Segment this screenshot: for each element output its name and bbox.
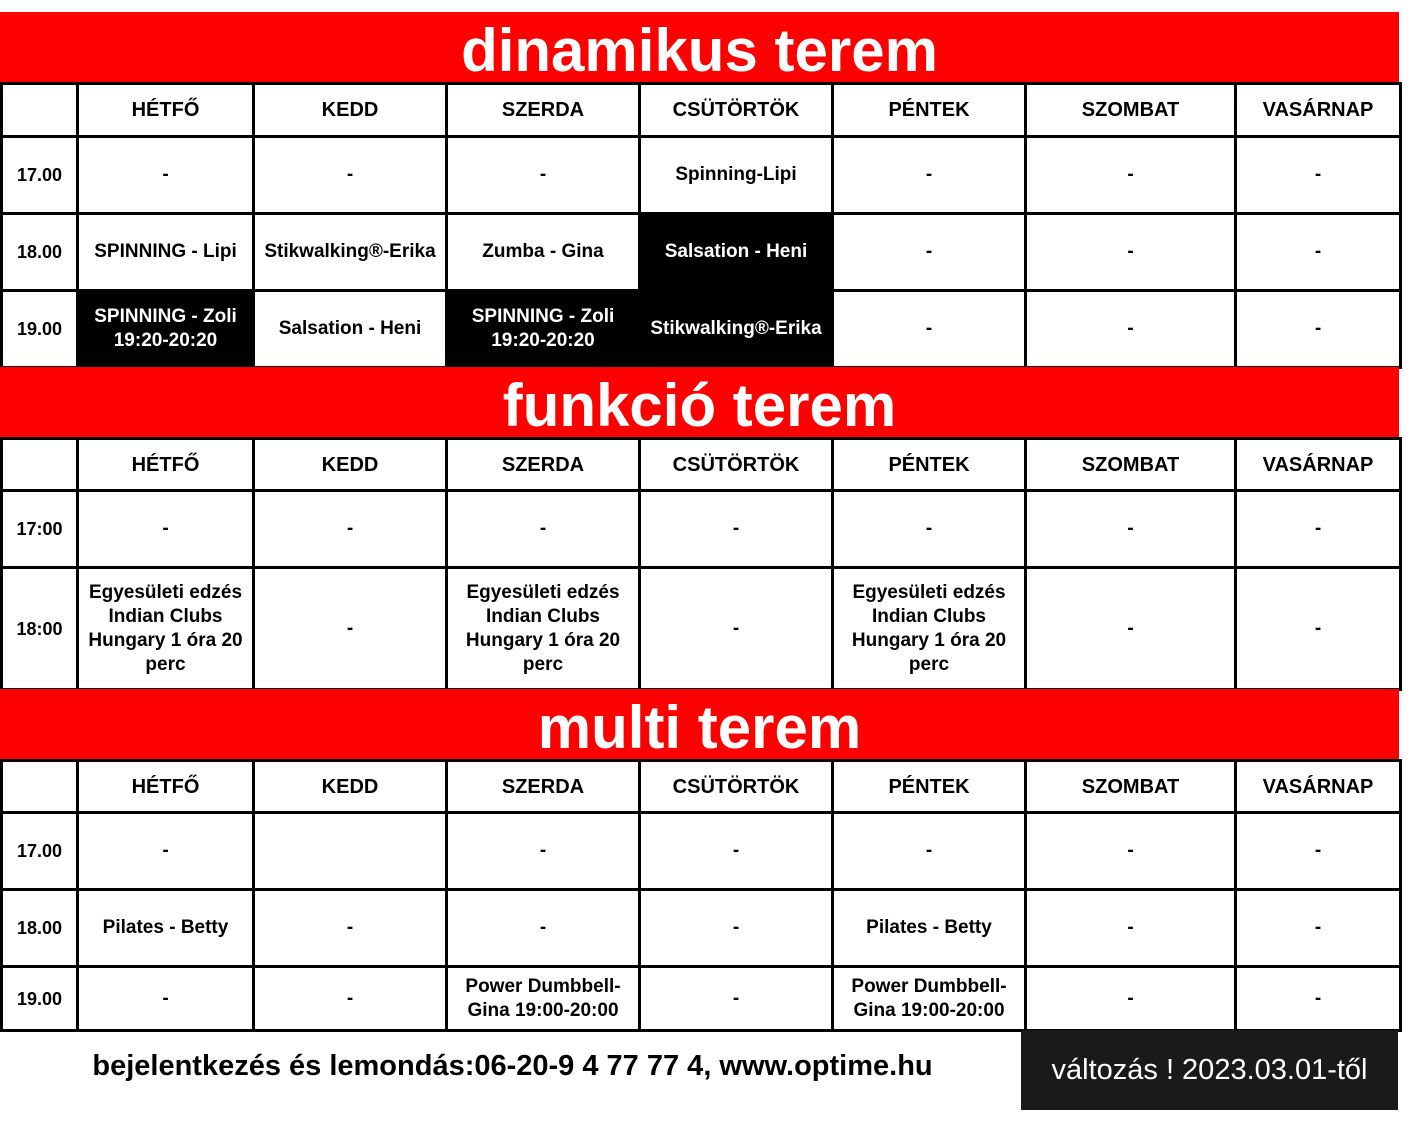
corner-cell xyxy=(2,439,78,491)
class-text: - xyxy=(1314,241,1322,262)
corner-cell xyxy=(2,84,78,137)
day-header: VASÁRNAP xyxy=(1236,439,1401,491)
class-cell xyxy=(1236,137,1401,214)
class-text: Pilates - Betty xyxy=(866,917,992,938)
class-cell xyxy=(1026,491,1236,568)
class-cell xyxy=(833,214,1026,291)
class-cell xyxy=(447,491,640,568)
class-cell xyxy=(640,967,833,1031)
class-cell xyxy=(1236,890,1401,967)
class-text: - xyxy=(1314,617,1322,639)
class-text: Hungary 1 óra 20 xyxy=(465,629,621,651)
class-text: Salsation - Heni xyxy=(664,241,808,262)
class-cell xyxy=(833,568,1026,690)
class-cell xyxy=(833,291,1026,368)
time-cell: 18:00 xyxy=(2,568,78,690)
class-text: Zumba - Gina xyxy=(482,241,604,262)
schedule-table xyxy=(0,82,1402,369)
class-text: - xyxy=(1127,164,1134,185)
class-cell xyxy=(1236,214,1401,291)
section-title-band xyxy=(0,689,1399,759)
class-text: perc xyxy=(522,653,564,675)
class-cell xyxy=(1026,967,1236,1031)
class-cell xyxy=(78,813,254,890)
class-text: 19:20-20:20 xyxy=(491,330,595,351)
class-text: - xyxy=(162,987,169,1009)
day-header: VASÁRNAP xyxy=(1236,761,1401,813)
day-header: HÉTFŐ xyxy=(78,84,254,137)
time-cell: 18.00 xyxy=(2,214,78,291)
day-header: SZOMBAT xyxy=(1026,761,1236,813)
class-text: - xyxy=(1314,987,1322,1009)
class-text: Power Dumbbell- xyxy=(465,975,621,997)
class-text: - xyxy=(925,318,933,339)
class-cell xyxy=(1236,568,1401,690)
header-row xyxy=(2,84,1401,137)
day-header: SZERDA xyxy=(447,761,640,813)
class-text: Indian Clubs xyxy=(486,605,600,627)
class-text: Salsation - Heni xyxy=(278,318,422,339)
class-text: perc xyxy=(145,653,186,675)
class-text: - xyxy=(539,917,547,938)
class-cell xyxy=(1026,137,1236,214)
class-text: - xyxy=(732,617,740,639)
corner-cell xyxy=(2,761,78,813)
class-text: Egyesületi edzés xyxy=(88,581,243,603)
class-text: Indian Clubs xyxy=(108,605,223,627)
class-text: SPINNING - Zoli xyxy=(471,306,615,327)
class-text: - xyxy=(732,917,740,938)
class-text: - xyxy=(1314,518,1322,539)
class-cell xyxy=(833,137,1026,214)
time-row xyxy=(2,568,1401,690)
class-cell xyxy=(254,890,447,967)
class-cell xyxy=(447,890,640,967)
class-cell xyxy=(640,813,833,890)
time-cell: 19.00 xyxy=(2,967,78,1031)
class-text: Hungary 1 óra 20 xyxy=(88,629,243,651)
day-header: SZERDA xyxy=(447,439,640,491)
day-header: SZOMBAT xyxy=(1026,84,1236,137)
class-text: - xyxy=(1127,241,1134,262)
class-text: - xyxy=(732,518,740,539)
class-text: Egyesületi edzés xyxy=(852,581,1006,603)
class-cell xyxy=(833,491,1026,568)
class-cell xyxy=(1026,568,1236,690)
class-text: SPINNING - Lipi xyxy=(94,241,237,262)
class-cell xyxy=(640,491,833,568)
section-title: dinamikus terem xyxy=(461,17,938,84)
class-text: - xyxy=(346,917,354,938)
class-text: - xyxy=(1314,164,1322,185)
time-row xyxy=(2,813,1401,890)
class-cell xyxy=(640,890,833,967)
day-header: SZERDA xyxy=(447,84,640,137)
class-cell xyxy=(640,137,833,214)
class-cell xyxy=(833,967,1026,1031)
time-cell: 17.00 xyxy=(2,813,78,890)
section-title: multi terem xyxy=(537,694,862,761)
class-cell xyxy=(78,291,254,368)
class-text: - xyxy=(1314,840,1322,861)
time-row xyxy=(2,967,1401,1031)
class-text: - xyxy=(1314,917,1322,938)
class-text: - xyxy=(1127,518,1134,539)
class-cell xyxy=(254,813,447,890)
class-text: - xyxy=(732,840,740,861)
class-cell xyxy=(254,491,447,568)
class-cell xyxy=(78,967,254,1031)
class-text: - xyxy=(1127,987,1134,1009)
class-text: - xyxy=(925,164,933,185)
class-text: Egyesületi edzés xyxy=(466,581,620,603)
class-cell xyxy=(833,890,1026,967)
header-row xyxy=(2,761,1401,813)
class-cell xyxy=(78,890,254,967)
time-cell: 19.00 xyxy=(2,291,78,368)
class-cell xyxy=(640,214,833,291)
time-cell: 17.00 xyxy=(2,137,78,214)
day-header: CSÜTÖRTÖK xyxy=(640,439,833,491)
day-header: CSÜTÖRTÖK xyxy=(640,84,833,137)
class-text: - xyxy=(539,840,547,861)
time-row xyxy=(2,137,1401,214)
class-text: 19:20-20:20 xyxy=(113,330,218,351)
class-text: - xyxy=(346,987,354,1009)
class-cell xyxy=(254,137,447,214)
header-row xyxy=(2,439,1401,491)
day-header: PÉNTEK xyxy=(833,761,1026,813)
class-cell xyxy=(1236,813,1401,890)
class-text: - xyxy=(925,840,933,861)
class-text: - xyxy=(346,617,354,639)
class-text: Spinning-Lipi xyxy=(675,164,797,185)
class-text: - xyxy=(732,987,740,1009)
class-cell xyxy=(1236,291,1401,368)
class-text: - xyxy=(346,164,354,185)
day-header: HÉTFŐ xyxy=(78,761,254,813)
class-text: - xyxy=(1314,318,1322,339)
class-cell xyxy=(447,568,640,690)
time-row xyxy=(2,214,1401,291)
time-cell: 17:00 xyxy=(2,491,78,568)
class-cell xyxy=(78,491,254,568)
class-cell xyxy=(254,967,447,1031)
class-text: - xyxy=(162,518,169,539)
day-header: PÉNTEK xyxy=(833,439,1026,491)
class-cell xyxy=(78,568,254,690)
class-text: - xyxy=(346,518,354,539)
class-text: - xyxy=(1127,917,1134,938)
class-text: - xyxy=(162,164,169,185)
class-text: Indian Clubs xyxy=(872,605,986,627)
section-title-band xyxy=(0,12,1399,82)
class-cell xyxy=(1026,890,1236,967)
change-notice xyxy=(1021,1030,1398,1110)
class-text: perc xyxy=(908,653,950,675)
day-header: HÉTFŐ xyxy=(78,439,254,491)
class-cell xyxy=(447,137,640,214)
class-text: - xyxy=(925,518,933,539)
class-cell xyxy=(78,214,254,291)
time-row xyxy=(2,890,1401,967)
class-cell xyxy=(1026,291,1236,368)
class-text: - xyxy=(1127,840,1134,861)
day-header: SZOMBAT xyxy=(1026,439,1236,491)
class-text: Hungary 1 óra 20 xyxy=(851,629,1007,651)
class-cell xyxy=(1026,214,1236,291)
class-text: - xyxy=(1127,318,1134,339)
time-row xyxy=(2,491,1401,568)
class-text: - xyxy=(539,518,547,539)
class-cell xyxy=(1236,967,1401,1031)
section-title: funkció terem xyxy=(502,372,897,439)
time-cell: 18.00 xyxy=(2,890,78,967)
class-cell xyxy=(1026,813,1236,890)
class-cell xyxy=(254,291,447,368)
class-text: Gina 19:00-20:00 xyxy=(853,999,1005,1021)
class-cell xyxy=(447,813,640,890)
class-text: Stikwalking®-Erika xyxy=(650,318,822,339)
class-cell xyxy=(640,291,833,368)
class-cell xyxy=(254,568,447,690)
class-cell xyxy=(78,137,254,214)
day-header: VASÁRNAP xyxy=(1236,84,1401,137)
class-cell xyxy=(254,214,447,291)
day-header: KEDD xyxy=(254,84,447,137)
class-text: Stikwalking®-Erika xyxy=(264,241,436,262)
class-cell xyxy=(447,291,640,368)
class-text: - xyxy=(925,241,933,262)
class-text: - xyxy=(162,840,169,861)
schedule-table xyxy=(0,437,1402,691)
class-cell xyxy=(1236,491,1401,568)
schedule-table xyxy=(0,759,1402,1032)
class-text: Power Dumbbell- xyxy=(851,975,1007,997)
day-header: KEDD xyxy=(254,439,447,491)
change-notice-text: változás ! 2023.03.01-től xyxy=(1051,1053,1368,1086)
section-title-band xyxy=(0,367,1399,437)
contact-info: bejelentkezés és lemondás:06-20-9 4 77 77 4, www.optime.hu xyxy=(92,1050,933,1082)
class-text: SPINNING - Zoli xyxy=(94,306,237,327)
class-cell xyxy=(447,967,640,1031)
day-header: KEDD xyxy=(254,761,447,813)
day-header: CSÜTÖRTÖK xyxy=(640,761,833,813)
class-cell xyxy=(640,568,833,690)
day-header: PÉNTEK xyxy=(833,84,1026,137)
class-text: - xyxy=(539,164,547,185)
class-text: Pilates - Betty xyxy=(102,917,229,938)
class-cell xyxy=(447,214,640,291)
class-text: - xyxy=(1127,617,1134,639)
time-row xyxy=(2,291,1401,368)
class-text: Gina 19:00-20:00 xyxy=(467,999,619,1021)
class-cell xyxy=(833,813,1026,890)
